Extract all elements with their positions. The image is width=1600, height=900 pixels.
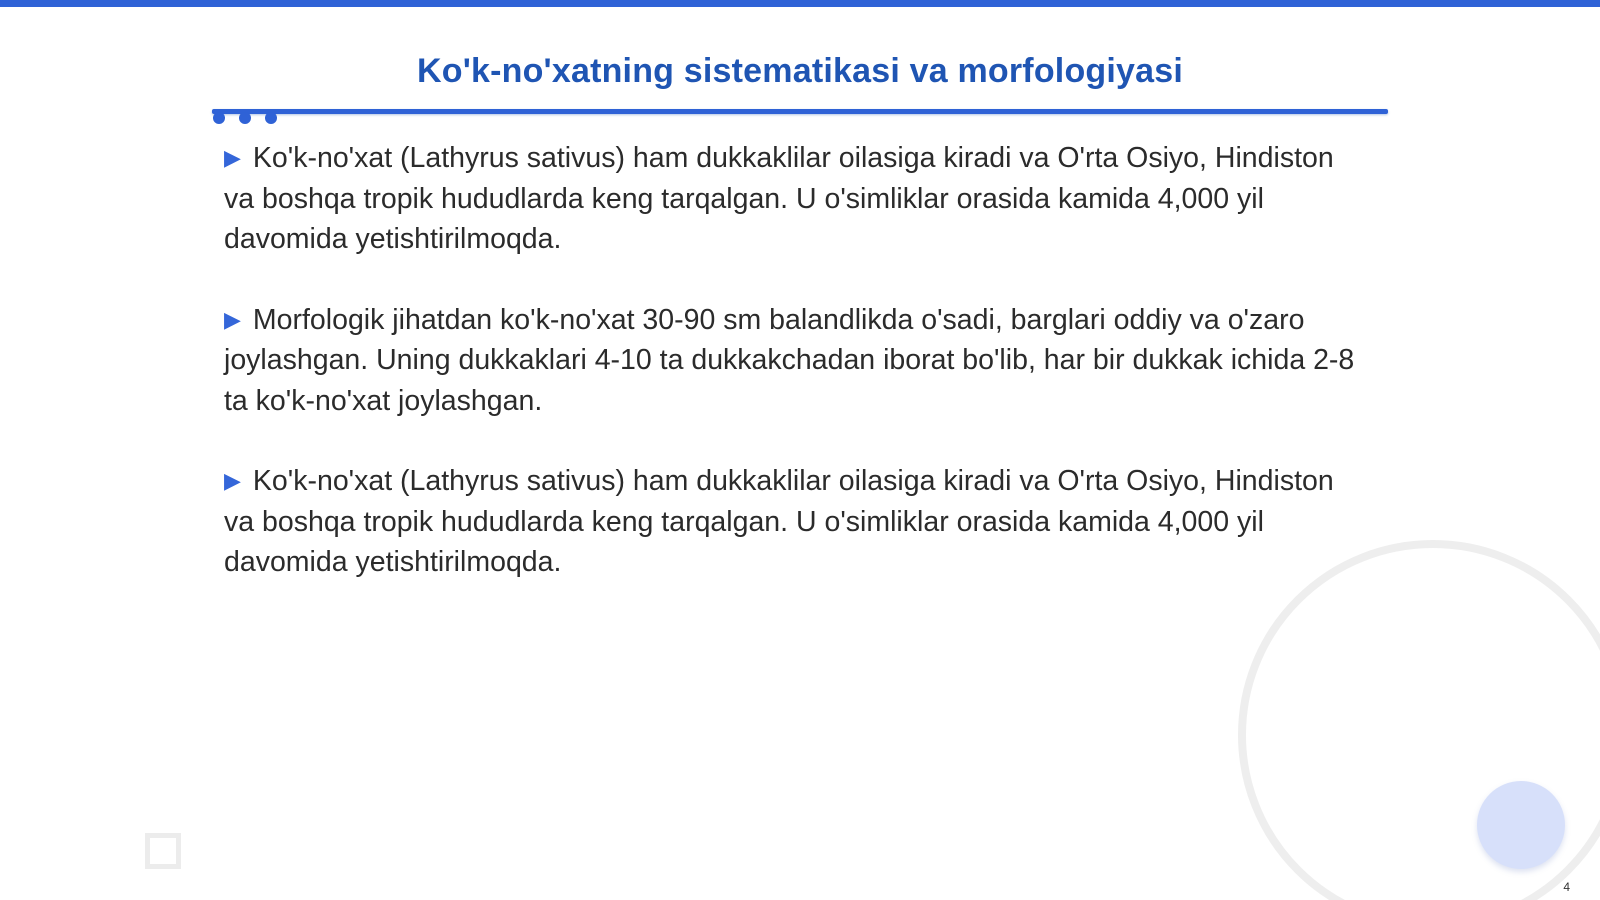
bullet-arrow-icon: ▶	[224, 468, 241, 493]
title-underline	[212, 109, 1388, 114]
bullet-arrow-icon: ▶	[224, 145, 241, 170]
slide-title: Ko'k-no'xatning sistematikasi va morfologiyasi	[416, 52, 1183, 90]
decor-dot	[213, 112, 225, 124]
decor-dot	[239, 112, 251, 124]
bullet-item	[224, 461, 1364, 583]
decor-circle	[1477, 781, 1565, 869]
page-number: 4	[1563, 880, 1570, 894]
decor-dot	[265, 112, 277, 124]
bullet-list	[224, 138, 1364, 623]
bullet-text: Morfologik jihatdan ko'k-no'xat 30-90 sm balandlikda o'sadi, barglari oddiy va o'zaro joylashgan. Uning dukkaklari 4-10 ta dukkakchadan iborat bo'lib, har bir dukkak ichida 2-8 ta ko'k-no'xat joylashgan.	[224, 303, 1355, 417]
bullet-text: Ko'k-no'xat (Lathyrus sativus) ham dukkaklilar oilasiga kiradi va O'rta Osiyo, Hindiston va boshqa tropik hududlarda keng tarqalgan. U o'simliklar orasida kamida 4,000 yil davomida yetishtirilmoqda.	[224, 142, 1334, 255]
bullet-text: Ko'k-no'xat (Lathyrus sativus) ham dukkaklilar oilasiga kiradi va O'rta Osiyo, Hindiston va boshqa tropik hududlarda keng tarqalgan. U o'simliklar orasida kamida 4,000 yil davomida yetishtirilmoqda.	[224, 465, 1334, 578]
top-accent-bar	[0, 0, 1600, 7]
bullet-item	[224, 138, 1364, 260]
bullet-item	[224, 300, 1364, 422]
bullet-arrow-icon: ▶	[224, 306, 241, 332]
decor-square	[145, 833, 181, 869]
